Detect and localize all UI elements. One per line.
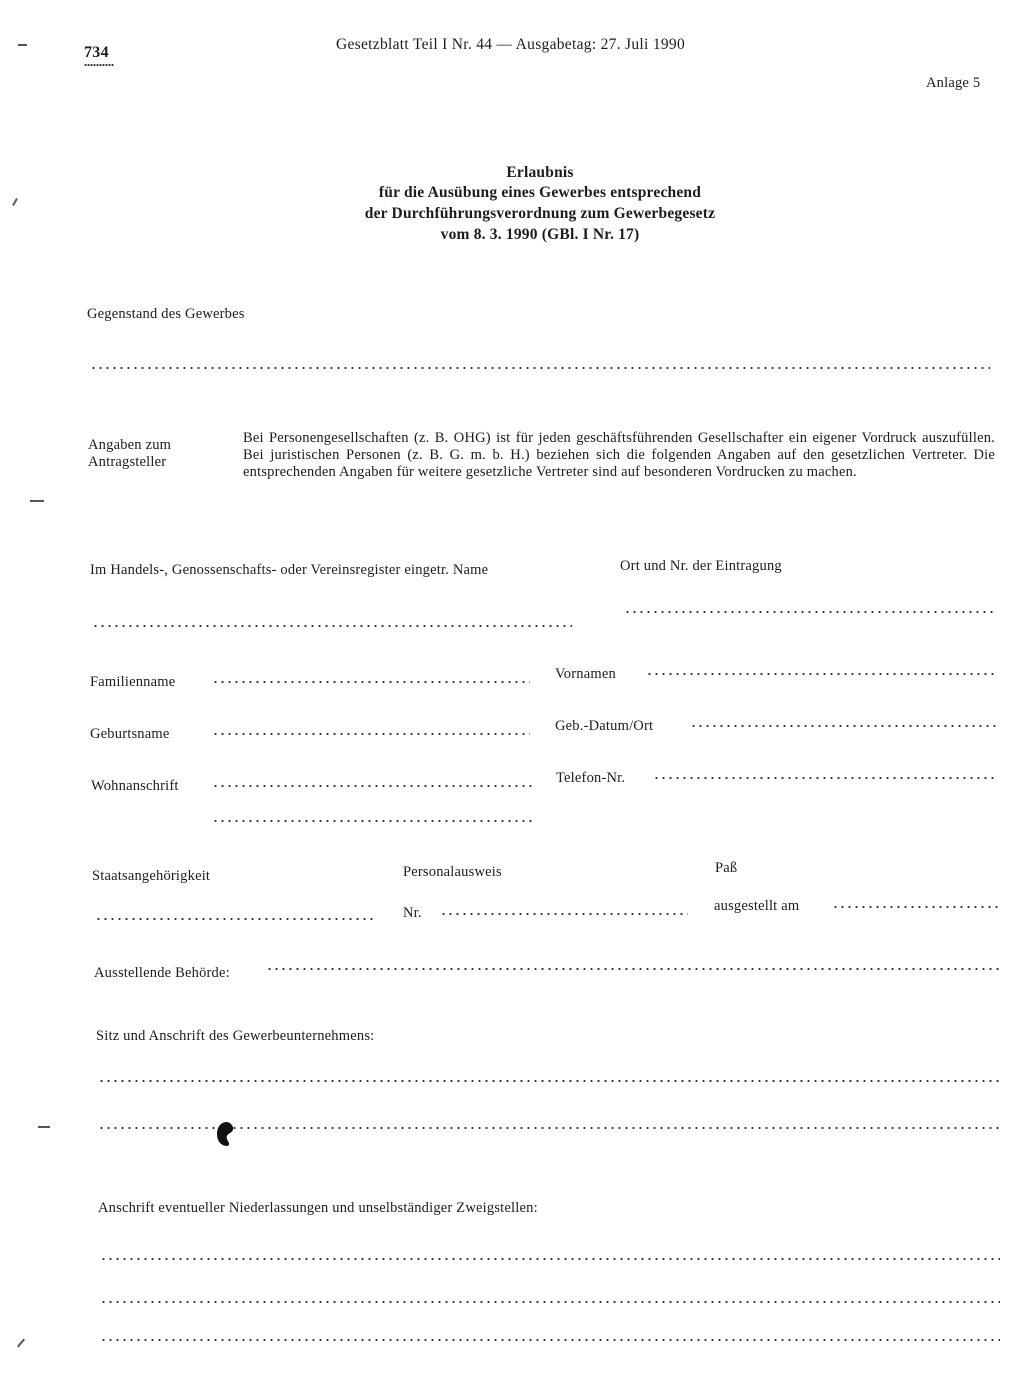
scan-mark [17, 1339, 25, 1348]
eintragung-field[interactable] [624, 611, 996, 613]
document-title-line-4: vom 8. 3. 1990 (GBl. I Nr. 17) [440, 226, 640, 243]
document-title-line-1: Erlaubnis [506, 164, 574, 181]
niederlassungen-label: Anschrift eventueller Niederlassungen und unselbständiger Zweigstellen: [98, 1200, 538, 1216]
ausweis-nr-field[interactable] [440, 913, 688, 915]
gegenstand-field[interactable] [90, 367, 990, 369]
familienname-label: Familienname [90, 674, 176, 690]
geburtsdatum-label: Geb.-Datum/Ort [555, 718, 654, 734]
wohnanschrift-field-line-2[interactable] [212, 820, 532, 822]
ausgestellt-label: ausgestellt am [714, 898, 800, 914]
scan-mark [38, 1126, 50, 1128]
ausgestellt-field[interactable] [832, 906, 998, 908]
scan-mark [18, 44, 27, 46]
header-rule [84, 64, 114, 66]
antragsteller-note: Bei Personengesellschaften (z. B. OHG) ist für jeden geschäftsführenden Gesellschafter ein eigener Vordruck auszufüllen. Bei juristischen Personen (z. B. G. m. b. H.) beziehen sich die folgenden Angaben auf den gesetzlichen Vertreter. Die entsprechenden Angaben für weitere gesetzliche Vertreter sind auf besonderen Vordrucken zu machen. [243, 430, 995, 480]
ausweis-nr-label: Nr. [403, 905, 422, 921]
gazette-title: Gesetzblatt Teil I Nr. 44 — Ausgabetag: 27. Juli 1990 [336, 36, 686, 53]
register-label: Im Handels-, Genossenschafts- oder Vereinsregister eingetr. Name [90, 562, 489, 578]
staatsangehoerigkeit-field[interactable] [95, 918, 377, 920]
geburtsname-field[interactable] [212, 733, 530, 735]
wohnanschrift-field-line-1[interactable] [212, 785, 532, 787]
vornamen-label: Vornamen [555, 666, 616, 682]
niederlassungen-field-line-1[interactable] [100, 1258, 1000, 1260]
niederlassungen-field-line-2[interactable] [100, 1301, 1000, 1303]
geburtsname-label: Geburtsname [90, 726, 170, 742]
familienname-field[interactable] [212, 681, 530, 683]
telefon-field[interactable] [653, 777, 997, 779]
pass-label: Paß [715, 860, 738, 876]
annex-label: Anlage 5 [926, 75, 981, 91]
document-title-line-3: der Durchführungsverordnung zum Gewerbegesetz [364, 205, 716, 222]
niederlassungen-field-line-3[interactable] [100, 1339, 1000, 1341]
register-name-field[interactable] [92, 625, 572, 627]
telefon-label: Telefon-Nr. [556, 770, 626, 786]
antragsteller-label-line-1: Angaben zum [88, 437, 172, 453]
behoerde-field[interactable] [266, 968, 1000, 970]
behoerde-label: Ausstellende Behörde: [94, 965, 230, 981]
eintragung-label: Ort und Nr. der Eintragung [620, 558, 782, 574]
page-number: 734 [84, 44, 109, 61]
staatsangehoerigkeit-label: Staatsangehörigkeit [92, 868, 211, 884]
gegenstand-label: Gegenstand des Gewerbes [87, 306, 245, 322]
vornamen-field[interactable] [646, 673, 996, 675]
sitz-field-line-1[interactable] [98, 1080, 1000, 1082]
wohnanschrift-label: Wohnanschrift [91, 778, 179, 794]
personalausweis-label: Personalausweis [403, 864, 502, 880]
sitz-label: Sitz und Anschrift des Gewerbeunternehmens: [96, 1028, 375, 1044]
scan-mark [30, 500, 44, 502]
punch-hole-mark [216, 1121, 238, 1147]
geburtsdatum-field[interactable] [690, 725, 996, 727]
antragsteller-label-line-2: Antragsteller [88, 454, 167, 470]
document-title-line-2: für die Ausübung eines Gewerbes entsprechend [378, 184, 702, 201]
